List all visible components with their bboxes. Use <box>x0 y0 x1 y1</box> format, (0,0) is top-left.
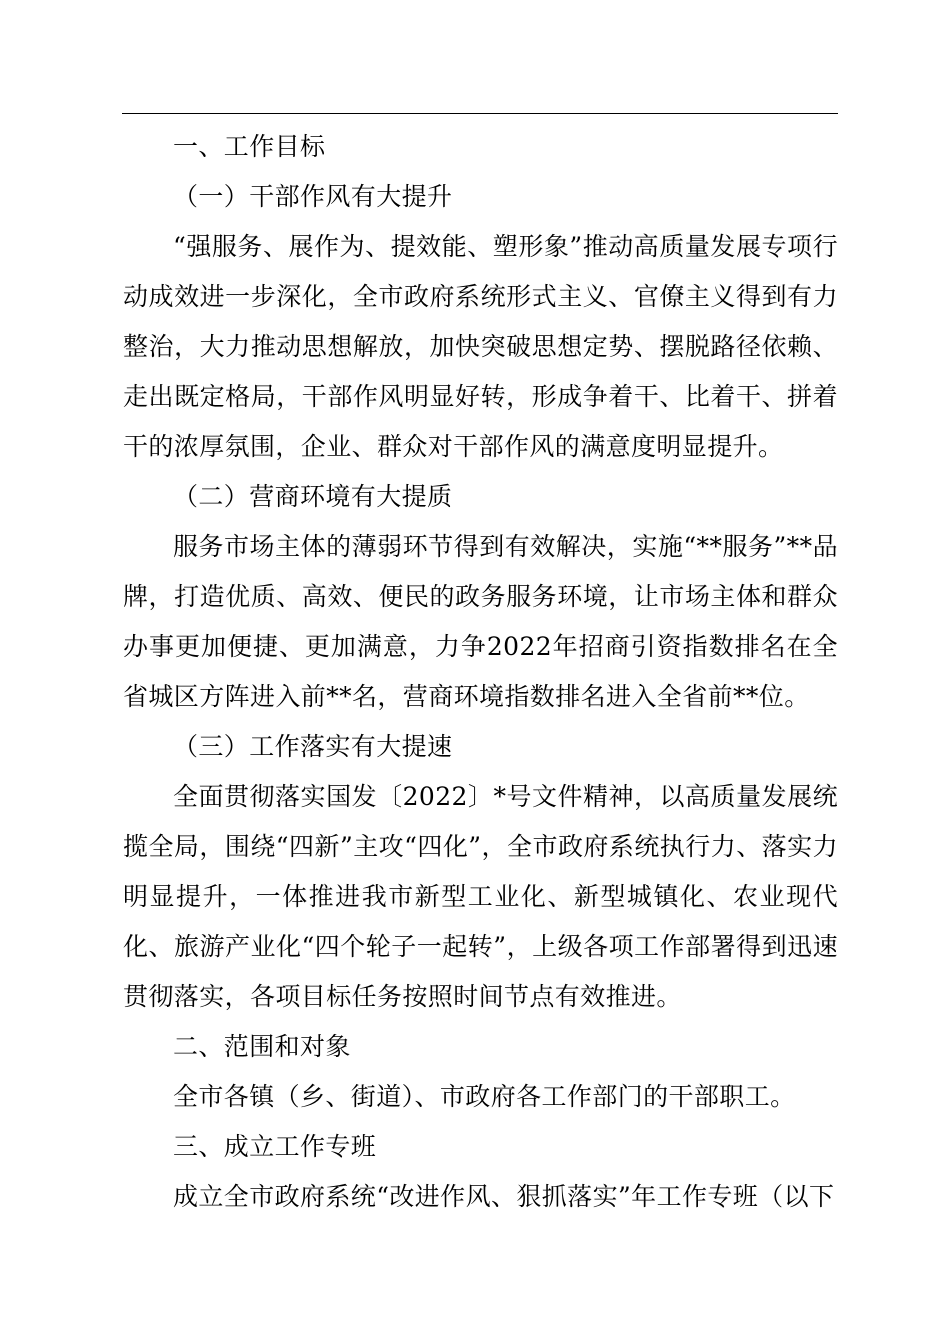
subsection-heading-cadre-style: （一）干部作风有大提升 <box>173 182 453 211</box>
subsection-heading-work-implementation: （三）工作落实有大提速 <box>173 732 453 761</box>
document-body <box>123 122 838 1222</box>
paragraph-task-force: 成立全市政府系统“改进作风、狠抓落实”年工作专班（以下 <box>173 1182 835 1211</box>
paragraph-scope: 全市各镇（乡、街道）、市政府各工作部门的干部职工。 <box>173 1082 796 1111</box>
paragraph-work-implementation: 全面贯彻落实国发〔2022〕*号文件精神，以高质量发展统揽全局，围绕“四新”主攻“四化”，全市政府系统执行力、落实力明显提升，一体推进我市新型工业化、新型城镇化、农业现代化、旅游产业化“四个轮子一起转”，上级各项工作部署得到迅速贯彻落实，各项目标任务按照时间节点有效推进。 <box>123 782 838 1011</box>
section-heading-task-force: 三、成立工作专班 <box>173 1132 377 1161</box>
section-heading-work-goals: 一、工作目标 <box>173 132 326 161</box>
paragraph-cadre-style: “强服务、展作为、提效能、塑形象”推动高质量发展专项行动成效进一步深化，全市政府系统形式主义、官僚主义得到有力整治，大力推动思想解放，加快突破思想定势、摆脱路径依赖、走出既定格局，干部作风明显好转，形成争着干、比着干、拼着干的浓厚氛围，企业、群众对干部作风的满意度明显提升。 <box>123 232 838 461</box>
header-rule <box>122 113 838 114</box>
section-heading-scope: 二、范围和对象 <box>173 1032 351 1061</box>
paragraph-business-environment: 服务市场主体的薄弱环节得到有效解决，实施“**服务”**品牌，打造优质、高效、便民的政务服务环境，让市场主体和群众办事更加便捷、更加满意，力争2022年招商引资指数排名在全省城区方阵进入前**名，营商环境指数排名进入全省前**位。 <box>123 532 838 711</box>
subsection-heading-business-environment: （二）营商环境有大提质 <box>173 482 453 511</box>
